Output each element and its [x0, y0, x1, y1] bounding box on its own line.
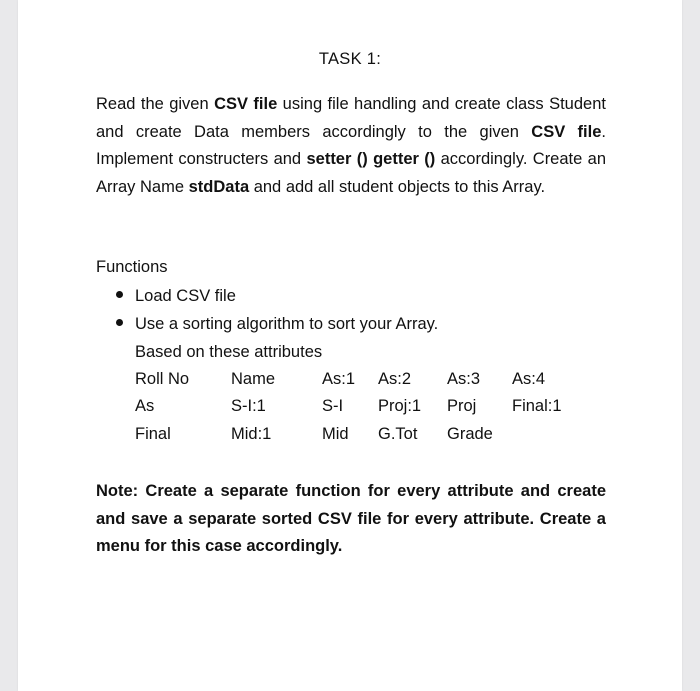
- desc-bold-csv-file-1: CSV file: [214, 95, 278, 113]
- attribute-cell: Proj: [447, 397, 477, 415]
- attribute-cell: As:4: [512, 370, 546, 388]
- desc-bold-setter-getter: setter () getter (): [306, 150, 436, 169]
- desc-text-5: and add all student objects to this Array.: [249, 177, 546, 196]
- attribute-cell: G.Tot: [378, 425, 418, 443]
- attribute-cell: Final:1: [512, 397, 562, 415]
- bullet-text: Use a sorting algorithm to sort your Array.: [135, 315, 439, 333]
- attribute-cell: Final: [135, 425, 171, 443]
- attribute-cell: As:2: [378, 370, 412, 388]
- attribute-cell: As:3: [447, 370, 481, 388]
- attribute-cell: Mid: [322, 425, 349, 443]
- attribute-cell: Proj:1: [378, 397, 422, 415]
- functions-heading: Functions: [96, 258, 168, 276]
- attribute-cell: Mid:1: [231, 425, 272, 443]
- attribute-cell: Grade: [447, 425, 493, 443]
- desc-text-1: Read the given: [96, 95, 215, 113]
- bullet-item-sort: [116, 315, 438, 334]
- bullet-dot-icon: [116, 291, 123, 298]
- note-paragraph: Note: Create a separate function for every attribute and create and save a separate sorted CSV file for every attribute. Create a menu for this case accordingly.: [96, 482, 606, 556]
- attribute-cell: Roll No: [135, 370, 190, 388]
- based-on-label: Based on these attributes: [135, 343, 323, 361]
- attribute-cell: S-I:1: [231, 397, 266, 415]
- desc-text-2: using file handling and create class Student and create Data members accordingly to the given: [96, 95, 606, 141]
- attribute-cell: Name: [231, 370, 276, 388]
- desc-text-3: . Implement constructers and: [96, 122, 606, 169]
- desc-text-4: accordingly. Create an Array Name: [96, 150, 606, 196]
- bullet-text: Load CSV file: [135, 287, 236, 305]
- bullet-dot-icon: [116, 319, 123, 326]
- bullet-item-load-csv: [116, 287, 236, 306]
- task-title: TASK 1:: [318, 50, 382, 68]
- task-description: [96, 91, 606, 201]
- desc-bold-stddata: stdData: [188, 177, 250, 196]
- attribute-cell: As:1: [322, 370, 356, 388]
- attribute-cell: S-I: [322, 397, 344, 415]
- desc-bold-csv-file-2: CSV file: [531, 122, 602, 141]
- attribute-cell: As: [135, 397, 155, 415]
